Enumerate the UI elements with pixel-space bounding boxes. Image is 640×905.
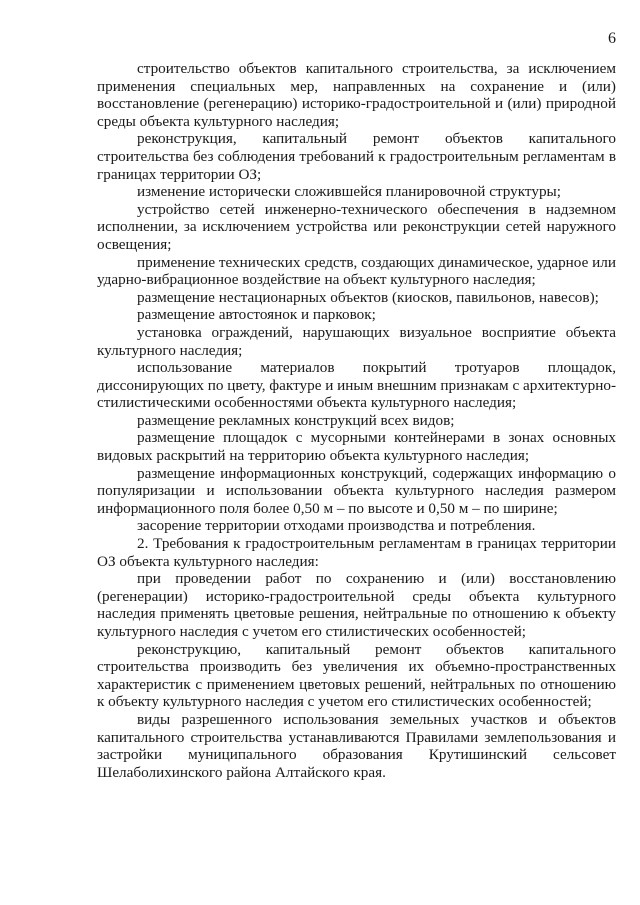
paragraph: реконструкция, капитальный ремонт объектов капитального строительства без соблюдения требований к градостроительным регламентам в границах территории ОЗ; (97, 130, 616, 183)
paragraph: размещение нестационарных объектов (киосков, павильонов, навесов); (137, 288, 599, 306)
paragraph: изменение исторически сложившейся планировочной структуры; (137, 183, 561, 201)
paragraph: размещение площадок с мусорными контейнерами в зонах основных видовых раскрытий на территорию объекта культурного наследия; (97, 429, 616, 465)
paragraph: размещение информационных конструкций, содержащих информацию о популяризации и использовании объекта культурного наследия размером информационного поля более 0,50 м – по высоте и 0,50 м – по ширине; (97, 464, 616, 517)
paragraph: размещение рекламных конструкций всех видов; (137, 411, 455, 429)
paragraph: засорение территории отходами производства и потребления. (137, 517, 536, 535)
paragraph: размещение автостоянок и парковок; (137, 306, 376, 324)
paragraph: установка ограждений, нарушающих визуальное восприятие объекта культурного наследия; (97, 323, 616, 359)
paragraph: устройство сетей инженерно-технического обеспечения в надземном исполнении, за исключением устройства или реконструкции сетей наружного освещения; (97, 200, 616, 253)
paragraph: применение технических средств, создающих динамическое, ударное или ударно-вибрационное воздействие на объект культурного наследия; (97, 253, 616, 289)
paragraph: строительство объектов капитального строительства, за исключением применения специальных мер, направленных на сохранение и (или) восстановление (регенерацию) историко-градостроительной и (или) природной среды объекта культурного наследия; (97, 60, 616, 130)
paragraph: при проведении работ по сохранению и (или) восстановлению (регенерации) историко-градостроительной среды объекта культурного наследия применять цветовые решения, нейтральные по отношению к объекту культурного наследия с учетом его стилистических особенностей; (97, 570, 616, 640)
paragraph: реконструкцию, капитальный ремонт объектов капитального строительства производить без увеличения их объемно-пространственных характеристик с применением цветовых решений, нейтральных по отношению к объекту культурного наследия с учетом его стилистических особенностей; (97, 640, 616, 711)
document-body (97, 60, 616, 781)
paragraph: использование материалов покрытий тротуаров площадок, диссонирующих по цвету, фактуре и иным внешним признакам с архитектурно-стилистическими особенностями объекта культурного наследия; (97, 359, 616, 412)
section-heading: 2. Требования к градостроительным регламентам в границах территории ОЗ объекта культурного наследия: (97, 535, 616, 570)
page-number: 6 (608, 30, 616, 47)
paragraph: виды разрешенного использования земельных участков и объектов капитального строительства устанавливаются Правилами землепользования и застройки муниципального образования Крутишинский сельсовет Шелаболихинского района Алтайского края. (97, 710, 616, 781)
